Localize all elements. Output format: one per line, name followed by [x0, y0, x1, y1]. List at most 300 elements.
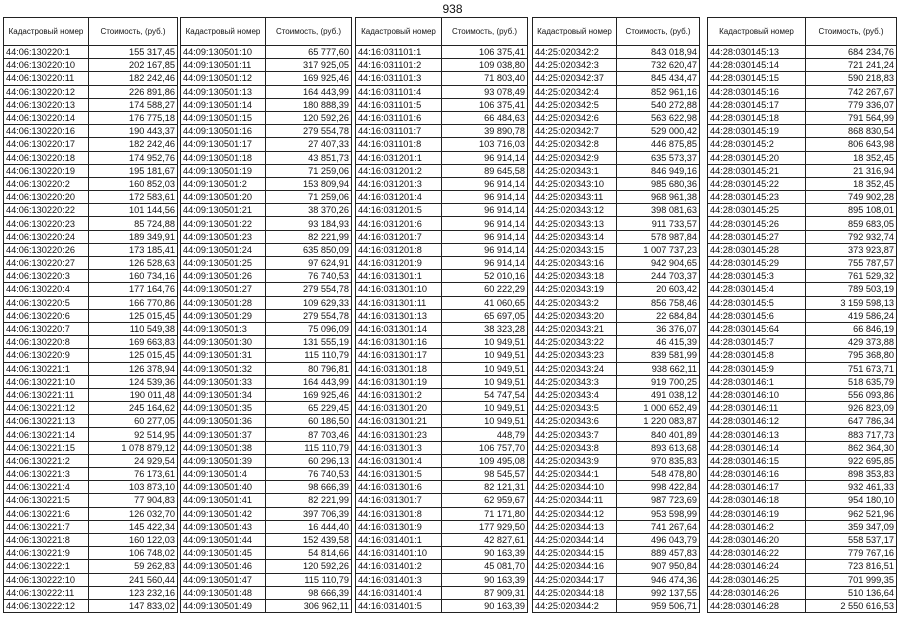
table-row: [708, 85, 897, 98]
table-row: [181, 296, 352, 309]
table-row: [181, 322, 352, 335]
table-row: [181, 533, 352, 546]
cost-cell: 65 229,45: [266, 402, 352, 415]
cadastral-number-cell: 44:16:031301:23: [356, 428, 442, 441]
cost-cell: 106 375,41: [442, 46, 528, 59]
cost-cell: 761 529,32: [806, 270, 897, 283]
table-row: [4, 125, 178, 138]
cadastral-number-cell: 44:25:020343:19: [533, 283, 617, 296]
cost-cell: 429 373,88: [806, 336, 897, 349]
table-row: [356, 560, 528, 573]
cost-cell: 446 875,85: [617, 138, 700, 151]
cost-cell: 792 932,74: [806, 230, 897, 243]
cadastral-number-cell: 44:16:031301:13: [356, 309, 442, 322]
table-row: [533, 257, 700, 270]
cadastral-number-cell: 44:28:030146:11: [708, 402, 806, 415]
table-row: [356, 415, 528, 428]
cadastral-number-cell: 44:16:031301:1: [356, 270, 442, 283]
cost-cell: 115 110,79: [266, 441, 352, 454]
cost-cell: 174 952,76: [89, 151, 178, 164]
table-row: [356, 586, 528, 599]
table-row: [708, 283, 897, 296]
table-row: [181, 441, 352, 454]
table-row: [181, 507, 352, 520]
table-row: [356, 520, 528, 533]
cost-cell: 174 588,27: [89, 98, 178, 111]
cost-cell: 22 684,84: [617, 309, 700, 322]
cadastral-number-cell: 44:16:031301:16: [356, 336, 442, 349]
cost-cell: 106 748,02: [89, 547, 178, 560]
cost-cell: 10 949,51: [442, 402, 528, 415]
cost-cell: 76 740,53: [266, 270, 352, 283]
cadastral-number-cell: 44:06:130220:22: [4, 204, 89, 217]
cost-cell: 97 624,91: [266, 257, 352, 270]
cost-cell: 751 673,71: [806, 362, 897, 375]
table-row: [356, 72, 528, 85]
cost-cell: 306 962,11: [266, 599, 352, 612]
cadastral-number-cell: 44:28:030145:4: [708, 283, 806, 296]
cost-cell: 164 443,99: [266, 375, 352, 388]
table-row: [181, 204, 352, 217]
table-row: [708, 138, 897, 151]
cadastral-number-cell: 44:06:130220:9: [4, 349, 89, 362]
table-row: [4, 243, 178, 256]
cost-cell: 126 528,63: [89, 257, 178, 270]
cadastral-number-cell: 44:25:020342:3: [533, 59, 617, 72]
cost-cell: 749 902,28: [806, 191, 897, 204]
table-row: [356, 468, 528, 481]
cost-cell: 90 163,39: [442, 573, 528, 586]
table-row: [356, 322, 528, 335]
cost-cell: 155 317,45: [89, 46, 178, 59]
table-row: [181, 481, 352, 494]
cost-cell: 189 349,91: [89, 230, 178, 243]
cost-cell: 839 581,99: [617, 349, 700, 362]
table-row: [4, 441, 178, 454]
cost-cell: 10 949,51: [442, 362, 528, 375]
cost-cell: 147 833,02: [89, 599, 178, 612]
table-row: [708, 599, 897, 612]
cadastral-number-cell: 44:28:030145:29: [708, 257, 806, 270]
cost-cell: 125 015,45: [89, 309, 178, 322]
cost-cell: 852 961,16: [617, 85, 700, 98]
cost-cell: 856 758,46: [617, 296, 700, 309]
cadastral-number-cell: 44:28:030146:14: [708, 441, 806, 454]
table-row: [533, 441, 700, 454]
table-row: [533, 204, 700, 217]
cost-cell: 840 401,89: [617, 428, 700, 441]
header-cadastral-number: Кадастровый номер: [708, 18, 806, 46]
cadastral-number-cell: 44:25:020343:24: [533, 362, 617, 375]
table-row: [708, 230, 897, 243]
cadastral-number-cell: 44:06:130221:2: [4, 454, 89, 467]
cost-cell: 106 757,70: [442, 441, 528, 454]
table-row: [708, 375, 897, 388]
cadastral-number-cell: 44:09:130501:14: [181, 98, 266, 111]
cadastral-number-cell: 44:16:031301:21: [356, 415, 442, 428]
table-row: [533, 533, 700, 546]
cadastral-number-cell: 44:28:030145:7: [708, 336, 806, 349]
cadastral-number-cell: 44:28:030146:28: [708, 599, 806, 612]
cadastral-number-cell: 44:28:030145:14: [708, 59, 806, 72]
cost-cell: 635 573,37: [617, 151, 700, 164]
cadastral-number-cell: 44:25:020343:15: [533, 243, 617, 256]
table-row: [708, 270, 897, 283]
table-row: [708, 560, 897, 573]
cadastre-table-2: [180, 17, 352, 613]
cadastral-number-cell: 44:25:020342:4: [533, 85, 617, 98]
table-row: [4, 468, 178, 481]
table-header: [533, 18, 700, 46]
cadastral-number-cell: 44:28:030145:18: [708, 111, 806, 124]
cost-cell: 2 550 616,53: [806, 599, 897, 612]
table-row: [708, 481, 897, 494]
cost-cell: 160 734,16: [89, 270, 178, 283]
cadastre-table-5: [707, 17, 897, 613]
cost-cell: 66 484,63: [442, 111, 528, 124]
cadastral-number-cell: 44:06:130220:16: [4, 125, 89, 138]
cadastral-number-cell: 44:28:030145:5: [708, 296, 806, 309]
cadastral-number-cell: 44:28:030145:16: [708, 85, 806, 98]
table-row: [708, 494, 897, 507]
cost-cell: 76 740,53: [266, 468, 352, 481]
cost-cell: 1 078 879,12: [89, 441, 178, 454]
cost-cell: 41 060,65: [442, 296, 528, 309]
cadastral-number-cell: 44:09:130501:15: [181, 111, 266, 124]
table-row: [4, 494, 178, 507]
cost-cell: 723 816,51: [806, 560, 897, 573]
cadastral-number-cell: 44:25:020343:13: [533, 217, 617, 230]
table-row: [181, 46, 352, 59]
cost-cell: 845 434,47: [617, 72, 700, 85]
table-row: [708, 520, 897, 533]
table-row: [356, 599, 528, 612]
table-row: [533, 520, 700, 533]
cadastral-number-cell: 44:06:130222:12: [4, 599, 89, 612]
cadastral-number-cell: 44:25:020343:16: [533, 257, 617, 270]
cost-cell: 120 592,26: [266, 111, 352, 124]
table-row: [708, 441, 897, 454]
cadastral-number-cell: 44:25:020344:12: [533, 507, 617, 520]
table-row: [356, 547, 528, 560]
cost-cell: 779 336,07: [806, 98, 897, 111]
cadastral-number-cell: 44:06:130220:24: [4, 230, 89, 243]
cost-cell: 491 038,12: [617, 388, 700, 401]
cadastral-number-cell: 44:25:020344:16: [533, 560, 617, 573]
cadastral-number-cell: 44:25:020343:10: [533, 177, 617, 190]
cost-cell: 96 914,14: [442, 204, 528, 217]
cadastral-number-cell: 44:16:031201:9: [356, 257, 442, 270]
table-row: [708, 164, 897, 177]
cadastral-number-cell: 44:25:020343:21: [533, 322, 617, 335]
table-row: [181, 59, 352, 72]
cost-cell: 279 554,78: [266, 283, 352, 296]
cadastral-number-cell: 44:16:031401:4: [356, 586, 442, 599]
cadastral-number-cell: 44:25:020342:5: [533, 98, 617, 111]
table-row: [533, 322, 700, 335]
cadastral-number-cell: 44:28:030146:19: [708, 507, 806, 520]
cadastral-number-cell: 44:06:130221:8: [4, 533, 89, 546]
cost-cell: 115 110,79: [266, 573, 352, 586]
cadastral-number-cell: 44:09:130501:42: [181, 507, 266, 520]
cost-cell: 987 723,69: [617, 494, 700, 507]
cost-cell: 124 539,36: [89, 375, 178, 388]
table-row: [356, 494, 528, 507]
cost-cell: 160 852,03: [89, 177, 178, 190]
cost-cell: 578 987,84: [617, 230, 700, 243]
cadastral-number-cell: 44:25:020344:10: [533, 481, 617, 494]
cadastral-number-cell: 44:16:031301:9: [356, 520, 442, 533]
cadastral-number-cell: 44:09:130501:49: [181, 599, 266, 612]
table-row: [181, 494, 352, 507]
cadastral-number-cell: 44:16:031301:5: [356, 468, 442, 481]
table-row: [181, 586, 352, 599]
cadastral-number-cell: 44:06:130220:13: [4, 98, 89, 111]
cadastral-number-cell: 44:28:030145:25: [708, 204, 806, 217]
cadastral-number-cell: 44:09:130501:28: [181, 296, 266, 309]
cadastral-number-cell: 44:25:020343:20: [533, 309, 617, 322]
cost-cell: 932 461,33: [806, 481, 897, 494]
cadastral-number-cell: 44:06:130221:7: [4, 520, 89, 533]
table-row: [4, 507, 178, 520]
cost-cell: 907 950,84: [617, 560, 700, 573]
cost-cell: 190 443,37: [89, 125, 178, 138]
table-row: [708, 547, 897, 560]
cadastral-number-cell: 44:06:130220:2: [4, 177, 89, 190]
table-row: [708, 586, 897, 599]
cost-cell: 109 629,33: [266, 296, 352, 309]
cadastral-number-cell: 44:16:031401:3: [356, 573, 442, 586]
cost-cell: 919 700,25: [617, 375, 700, 388]
cadastral-number-cell: 44:28:030145:26: [708, 217, 806, 230]
cadastral-number-cell: 44:28:030145:17: [708, 98, 806, 111]
table-row: [708, 111, 897, 124]
table-row: [533, 428, 700, 441]
cost-cell: 862 364,30: [806, 441, 897, 454]
cadastral-number-cell: 44:06:130221:9: [4, 547, 89, 560]
cadastral-number-cell: 44:25:020343:5: [533, 402, 617, 415]
table-row: [181, 217, 352, 230]
cost-cell: 96 914,14: [442, 177, 528, 190]
cadastral-number-cell: 44:16:031101:3: [356, 72, 442, 85]
cadastral-number-cell: 44:06:130220:17: [4, 138, 89, 151]
table-row: [181, 428, 352, 441]
table-row: [533, 111, 700, 124]
table-row: [708, 72, 897, 85]
cadastral-number-cell: 44:25:020343:9: [533, 454, 617, 467]
cost-cell: 970 835,83: [617, 454, 700, 467]
cost-cell: 96 914,14: [442, 151, 528, 164]
cost-cell: 558 537,17: [806, 533, 897, 546]
cadastral-number-cell: 44:06:130220:11: [4, 72, 89, 85]
cost-cell: 96 914,14: [442, 230, 528, 243]
cost-cell: 45 081,70: [442, 560, 528, 573]
table-row: [181, 85, 352, 98]
cost-cell: 953 598,99: [617, 507, 700, 520]
table-row: [356, 151, 528, 164]
cadastral-number-cell: 44:28:030146:24: [708, 560, 806, 573]
cost-cell: 131 555,19: [266, 336, 352, 349]
table-row: [181, 309, 352, 322]
cost-cell: 71 171,80: [442, 507, 528, 520]
cadastral-number-cell: 44:25:020343:1: [533, 164, 617, 177]
table-row: [181, 138, 352, 151]
cadastral-number-cell: 44:09:130501:11: [181, 59, 266, 72]
cadastral-number-cell: 44:09:130501:23: [181, 230, 266, 243]
cadastral-number-cell: 44:09:130501:29: [181, 309, 266, 322]
header-cadastral-number: Кадастровый номер: [356, 18, 442, 46]
cadastral-number-cell: 44:09:130501:17: [181, 138, 266, 151]
cost-cell: 123 232,16: [89, 586, 178, 599]
cadastral-number-cell: 44:16:031301:3: [356, 441, 442, 454]
header-cadastral-number: Кадастровый номер: [533, 18, 617, 46]
cadastral-number-cell: 44:28:030146:2: [708, 520, 806, 533]
cadastral-number-cell: 44:06:130222:11: [4, 586, 89, 599]
cadastral-number-cell: 44:09:130501:43: [181, 520, 266, 533]
cadastral-number-cell: 44:28:030146:12: [708, 415, 806, 428]
table-row: [356, 177, 528, 190]
table-row: [181, 125, 352, 138]
cost-cell: 18 352,45: [806, 151, 897, 164]
cost-cell: 448,79: [442, 428, 528, 441]
table-row: [181, 111, 352, 124]
table-row: [356, 270, 528, 283]
cost-cell: 895 108,01: [806, 204, 897, 217]
header-cost: Стоимость, (руб.): [89, 18, 178, 46]
table-row: [533, 362, 700, 375]
cost-cell: 75 096,09: [266, 322, 352, 335]
cost-cell: 109 495,08: [442, 454, 528, 467]
table-row: [181, 388, 352, 401]
cadastral-number-cell: 44:28:030145:28: [708, 243, 806, 256]
cadastral-number-cell: 44:25:020344:18: [533, 586, 617, 599]
cost-cell: 92 514,95: [89, 428, 178, 441]
table-row: [533, 243, 700, 256]
cost-cell: 732 620,47: [617, 59, 700, 72]
cadastral-number-cell: 44:09:130501:13: [181, 85, 266, 98]
cadastral-number-cell: 44:06:130220:12: [4, 85, 89, 98]
cadastre-table-3: [355, 17, 528, 613]
cadastral-number-cell: 44:09:130501:26: [181, 270, 266, 283]
cadastral-number-cell: 44:06:130220:10: [4, 59, 89, 72]
cost-cell: 962 521,96: [806, 507, 897, 520]
cost-cell: 898 353,83: [806, 468, 897, 481]
cost-cell: 563 622,98: [617, 111, 700, 124]
cost-cell: 16 444,40: [266, 520, 352, 533]
cost-cell: 868 830,54: [806, 125, 897, 138]
cost-cell: 82 221,99: [266, 230, 352, 243]
cadastral-number-cell: 44:16:031301:11: [356, 296, 442, 309]
table-row: [356, 125, 528, 138]
table-row: [533, 599, 700, 612]
cadastral-number-cell: 44:16:031301:19: [356, 375, 442, 388]
cost-cell: 789 503,19: [806, 283, 897, 296]
cadastral-number-cell: 44:16:031301:2: [356, 388, 442, 401]
cost-cell: 397 706,39: [266, 507, 352, 520]
cadastral-number-cell: 44:06:130220:3: [4, 270, 89, 283]
cadastral-number-cell: 44:06:130220:27: [4, 257, 89, 270]
cadastral-number-cell: 44:06:130221:3: [4, 468, 89, 481]
cost-cell: 96 914,14: [442, 243, 528, 256]
table-row: [356, 204, 528, 217]
cadastral-number-cell: 44:09:130501:35: [181, 402, 266, 415]
cost-cell: 647 786,34: [806, 415, 897, 428]
table-row: [533, 46, 700, 59]
table-row: [708, 533, 897, 546]
cost-cell: 846 949,16: [617, 164, 700, 177]
cadastral-number-cell: 44:16:031401:2: [356, 560, 442, 573]
cost-cell: 496 043,79: [617, 533, 700, 546]
table-row: [4, 204, 178, 217]
table-row: [181, 402, 352, 415]
cost-cell: 177 164,76: [89, 283, 178, 296]
table-row: [181, 151, 352, 164]
cost-cell: 54 814,66: [266, 547, 352, 560]
cadastral-number-cell: 44:16:031101:8: [356, 138, 442, 151]
table-row: [533, 349, 700, 362]
cadastral-number-cell: 44:28:030145:20: [708, 151, 806, 164]
cadastral-number-cell: 44:09:130501:2: [181, 177, 266, 190]
table-row: [4, 191, 178, 204]
table-row: [356, 533, 528, 546]
cadastral-number-cell: 44:09:130501:3: [181, 322, 266, 335]
cadastral-number-cell: 44:16:031101:4: [356, 85, 442, 98]
cadastral-number-cell: 44:25:020343:7: [533, 428, 617, 441]
cost-cell: 87 909,31: [442, 586, 528, 599]
cadastral-number-cell: 44:06:130221:1: [4, 362, 89, 375]
table-row: [181, 243, 352, 256]
table-row: [533, 59, 700, 72]
cadastral-number-cell: 44:28:030145:21: [708, 164, 806, 177]
cost-cell: 180 888,39: [266, 98, 352, 111]
cost-cell: 80 796,81: [266, 362, 352, 375]
cadastral-number-cell: 44:16:031201:3: [356, 177, 442, 190]
cadastral-number-cell: 44:16:031301:17: [356, 349, 442, 362]
table-row: [708, 177, 897, 190]
cost-cell: 96 914,14: [442, 191, 528, 204]
header-cost: Стоимость, (руб.): [617, 18, 700, 46]
cadastral-number-cell: 44:09:130501:40: [181, 481, 266, 494]
table-row: [356, 230, 528, 243]
table-row: [533, 507, 700, 520]
cadastral-number-cell: 44:16:031301:8: [356, 507, 442, 520]
cadastral-number-cell: 44:28:030146:18: [708, 494, 806, 507]
cost-cell: 93 078,49: [442, 85, 528, 98]
table-row: [4, 283, 178, 296]
table-row: [181, 362, 352, 375]
table-row: [356, 573, 528, 586]
table-row: [533, 375, 700, 388]
cadastral-number-cell: 44:28:030145:8: [708, 349, 806, 362]
cost-cell: 176 775,18: [89, 111, 178, 124]
cadastral-number-cell: 44:16:031101:2: [356, 59, 442, 72]
cadastral-number-cell: 44:09:130501:12: [181, 72, 266, 85]
table-row: [4, 428, 178, 441]
cost-cell: 18 352,45: [806, 177, 897, 190]
cost-cell: 795 368,80: [806, 349, 897, 362]
cost-cell: 71 803,40: [442, 72, 528, 85]
table-row: [356, 217, 528, 230]
cost-cell: 109 038,80: [442, 59, 528, 72]
cadastral-number-cell: 44:28:030146:15: [708, 454, 806, 467]
cadastral-number-cell: 44:28:030146:1: [708, 375, 806, 388]
cadastral-number-cell: 44:16:031101:1: [356, 46, 442, 59]
table-row: [356, 257, 528, 270]
table-row: [356, 362, 528, 375]
cost-cell: 245 164,62: [89, 402, 178, 415]
cost-cell: 103 873,10: [89, 481, 178, 494]
cost-cell: 60 277,05: [89, 415, 178, 428]
